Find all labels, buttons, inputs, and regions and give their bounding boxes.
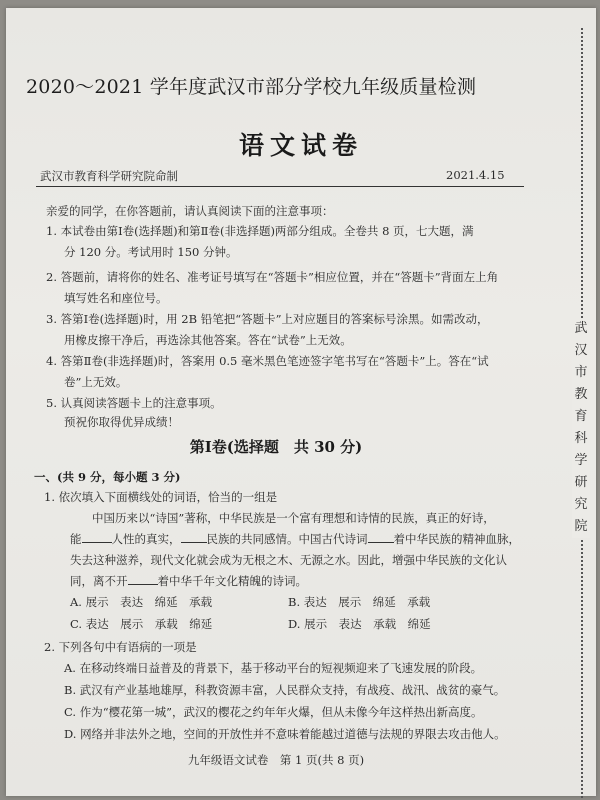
question-1-option-d[interactable]: D. 展示 表达 承载 绵延 <box>288 617 431 631</box>
question-1-passage-line-3: 失去这种滋养，现代文化就会成为无根之木、无源之水。因此，增强中华民族的文化认 <box>70 553 507 567</box>
question-1-prompt: 1. 依次填入下面横线处的词语，恰当的一组是 <box>44 490 278 504</box>
question-2-option-a[interactable]: A. 在移动终端日益普及的背景下，基于移动平台的短视频迎来了飞速发展的阶段。 <box>64 661 483 675</box>
side-label-char: 院 <box>574 519 588 534</box>
fill-blank-4[interactable] <box>128 573 158 585</box>
page-footer: 九年级语文试卷 第 1 页(共 8 页) <box>187 753 365 767</box>
part-one-title: 一、(共 9 分，每小题 3 分) <box>34 470 181 484</box>
side-label-char: 学 <box>574 453 588 468</box>
fill-blank-2[interactable] <box>181 531 207 543</box>
fill-blank-3[interactable] <box>368 531 394 543</box>
passage-text: 着中华民族的精神血脉， <box>393 532 520 546</box>
passage-text: 同，离不开 <box>70 574 128 588</box>
side-label-char: 究 <box>574 497 588 512</box>
instruction-3-line-1: 3. 答第Ⅰ卷(选择题)时，用 2B 铅笔把“答题卡”上对应题目的答案标号涂黑。如需改动， <box>46 312 489 326</box>
section-heading: 第Ⅰ卷(选择题 共 30 分) <box>189 438 363 456</box>
question-1-option-c[interactable]: C. 表达 展示 承载 绵延 <box>70 617 213 631</box>
side-label-char: 研 <box>574 475 588 490</box>
exam-paper <box>6 8 596 796</box>
fill-blank-1[interactable] <box>82 531 112 543</box>
exam-title: 2020～2021 学年度武汉市部分学校九年级质量检测 <box>26 76 477 98</box>
side-label <box>572 318 590 538</box>
question-1-passage-line-4 <box>70 573 307 589</box>
passage-text: 能 <box>70 532 82 546</box>
instruction-4-line-2: 卷”上无效。 <box>64 375 128 389</box>
question-2-option-b[interactable]: B. 武汉有产业基地雄厚，科教资源丰富，人民群众支持，有战疫、战汛、战贫的豪气。 <box>64 683 506 697</box>
exam-date: 2021.4.15 <box>446 168 505 182</box>
issuing-authority: 武汉市教育科学研究院命制 <box>40 169 178 183</box>
question-2-option-c[interactable]: C. 作为“樱花第一城”，武汉的樱花之约年年火爆，但从未像今年这样热出新高度。 <box>64 705 483 719</box>
question-1-passage-line-2 <box>70 531 520 547</box>
question-2-prompt: 2. 下列各句中有语病的一项是 <box>44 640 197 654</box>
side-label-char: 武 <box>574 321 588 336</box>
side-label-char: 育 <box>574 409 588 424</box>
side-label-char: 教 <box>574 387 588 402</box>
instruction-1-line-1: 1. 本试卷由第Ⅰ卷(选择题)和第Ⅱ卷(非选择题)两部分组成。全卷共 8 页，七大题，满 <box>46 224 474 238</box>
passage-text: 着中华千年文化精魄的诗词。 <box>157 574 307 588</box>
side-label-char: 汉 <box>574 343 588 358</box>
question-1-passage-line-1: 中国历来以“诗国”著称，中华民族是一个富有理想和诗情的民族，真正的好诗， <box>92 511 495 525</box>
passage-text: 人性的真实， <box>111 532 181 546</box>
passage-text: 民族的共同感情。中国古代诗词 <box>206 532 368 546</box>
side-label-char: 市 <box>574 365 588 380</box>
instruction-1-line-2: 分 120 分。考试用时 150 分钟。 <box>64 245 238 259</box>
instruction-5: 5. 认真阅读答题卡上的注意事项。 <box>46 396 222 410</box>
question-1-option-a[interactable]: A. 展示 表达 绵延 承载 <box>70 595 213 609</box>
question-1-option-b[interactable]: B. 表达 展示 绵延 承载 <box>288 595 431 609</box>
instruction-3-line-2: 用橡皮擦干净后，再选涂其他答案。答在“试卷”上无效。 <box>64 333 352 347</box>
good-luck-wish: 预祝你取得优异成绩！ <box>64 415 179 429</box>
instruction-2-line-1: 2. 答题前，请将你的姓名、准考证号填写在“答题卡”相应位置，并在“答题卡”背面左上角 <box>46 270 499 284</box>
side-label-char: 科 <box>574 431 588 446</box>
subject-title: 语文试卷 <box>238 131 363 160</box>
header-divider <box>36 186 524 187</box>
instruction-2-line-2: 填写姓名和座位号。 <box>64 291 168 305</box>
instruction-4-line-1: 4. 答第Ⅱ卷(非选择题)时，答案用 0.5 毫米黑色笔迹签字笔书写在“答题卡”上。答在“试 <box>46 354 489 368</box>
question-2-option-d[interactable]: D. 网络并非法外之地，空间的开放性并不意味着能越过道德与法规的界限去攻击他人。 <box>64 727 506 741</box>
instructions-greeting: 亲爱的同学，在你答题前，请认真阅读下面的注意事项： <box>46 204 334 218</box>
